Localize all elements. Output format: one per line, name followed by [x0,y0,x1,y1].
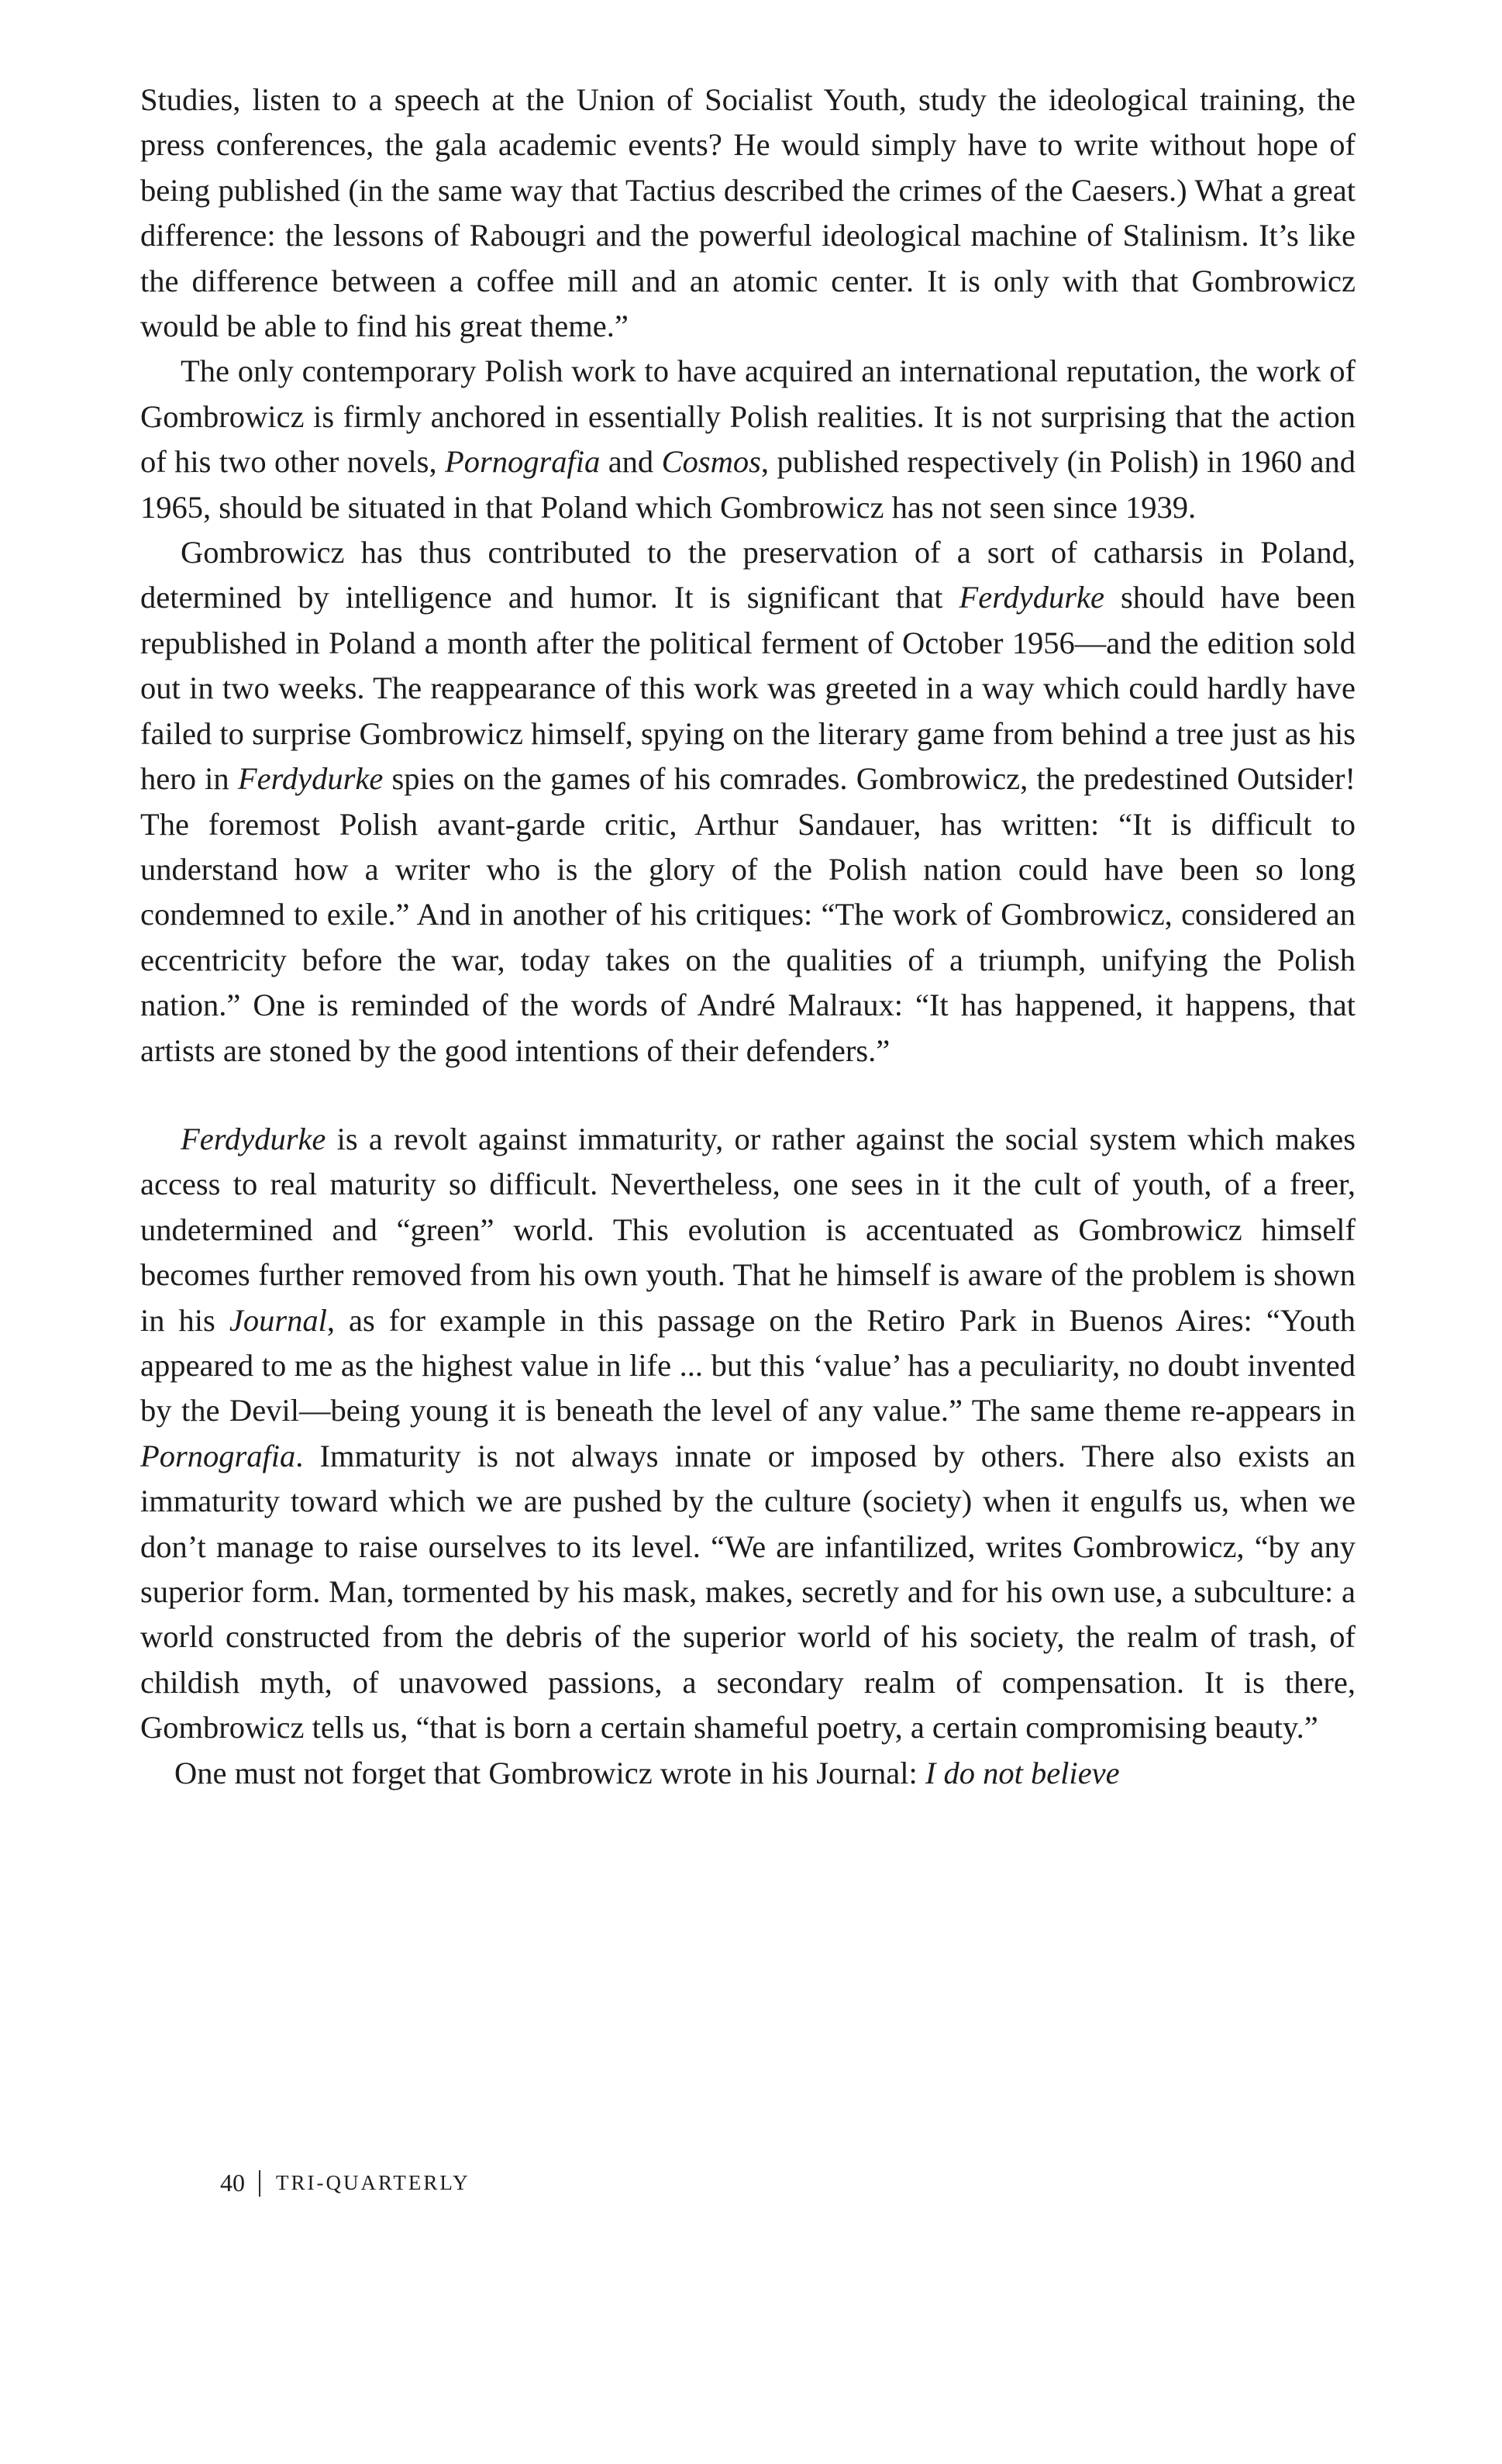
text-run: Gombrowicz has thus contributed to the preservation of a sort of catharsis in Poland, determined by intelligence and humor. It is significant that [140,535,1356,615]
text-run: spies on the games of his comrades. Gombrowicz, the predestined Outsider! The foremost Polish avant-garde critic, Arthur Sandauer, has written: “It is difficult to understand how a writer who is the glory of the Polish nation could have been so long condemned to exile.” And in another of his critiques: “The work of Gombrowicz, considered an eccentricity before the war, today takes on the qualities of a triumph, unifying the Polish nation.” One is reminded of the words of André Malraux: “It has happened, it happens, that artists are stoned by the good intentions of their defenders.” [140,761,1356,1068]
paragraph-4 [140,1117,1356,1751]
text-run: One must not forget that Gombrowicz wrote in his Journal: [174,1755,925,1790]
text-run: , published respectively (in Polish) in 1960 and 1965, should be situated in that Poland which Gombrowicz has not seen since 1939. [140,444,1356,525]
text-run: . Immaturity is not always innate or imposed by others. There also exists an immaturity toward which we are pushed by the culture (society) when it engulfs us, when we don’t manage to raise ourselves to its level. “We are infantilized, writes Gombrowicz, “by any superior form. Man, tormented by his mask, makes, secretly and for his own use, a subculture: a world constructed from the debris of the superior world of his society, the realm of trash, of childish myth, of unavowed passions, a secondary realm of compensation. It is there, Gombrowicz tells us, “that is born a certain shameful poetry, a certain compromising beauty.” [140,1438,1356,1745]
footer-divider [259,2170,260,2197]
paragraph-1: Studies, listen to a speech at the Union of Socialist Youth, study the ideological training, the press conferences, the gala academic events? He would simply have to write without hope of being published (in the same way that Tactius described the crimes of the Caesers.) What a great difference: the lessons of Rabougri and the powerful ideological machine of Stalinism. It’s like the difference between a coffee mill and an atomic center. It is only with that Gombrowicz would be able to find his great theme.” [140,82,1356,344]
text-run: should have been republished in Poland a month after the political ferment of October 1956—and the edition sold out in two weeks. The reappearance of this work was greeted in a way which could hardly have failed to surprise Gombrowicz himself, spying on the literary game from behind a tree just as his hero in [140,580,1356,797]
paragraph-5 [140,1751,1356,1796]
italic-title: Pornografia [445,444,601,480]
text-run: and [600,444,662,480]
text-run: is a revolt against immaturity, or rather against the social system which makes access to real maturity so difficult. Nevertheless, one sees in it the cult of youth, of a freer, undetermined and “green” world. This evolution is accentuated as Gombrowicz himself becomes further removed from his own youth. That he himself is aware of the problem is shown in his [140,1121,1356,1338]
italic-quote: I do not believe [925,1755,1120,1790]
italic-title: Pornografia [140,1438,296,1473]
italic-title: Ferdydurke [237,761,384,797]
italic-title: Journal [229,1302,327,1338]
paragraph-3 [140,530,1356,1073]
page-number: 40 [220,2169,245,2197]
italic-title: Cosmos [661,444,761,480]
paragraph-2 [140,349,1356,530]
page-footer [220,2169,470,2197]
italic-title: Ferdydurke [181,1121,326,1156]
journal-name: TRI-QUARTERLY [276,2171,470,2194]
text-run: The only contemporary Polish work to have acquired an international reputation, the work of Gombrowicz is firmly anchored in essentially Polish realities. It is not surprising that the action of his two other novels, [140,353,1356,480]
page-body [140,78,1356,1796]
italic-title: Ferdydurke [959,580,1104,615]
text-run: , as for example in this passage on the Retiro Park in Buenos Aires: “Youth appeared to me as the highest value in life ... but this ‘value’ has a peculiarity, no doubt invented by the Devil—being young it is beneath the level of any value.” The same theme re-appears in [140,1302,1356,1428]
